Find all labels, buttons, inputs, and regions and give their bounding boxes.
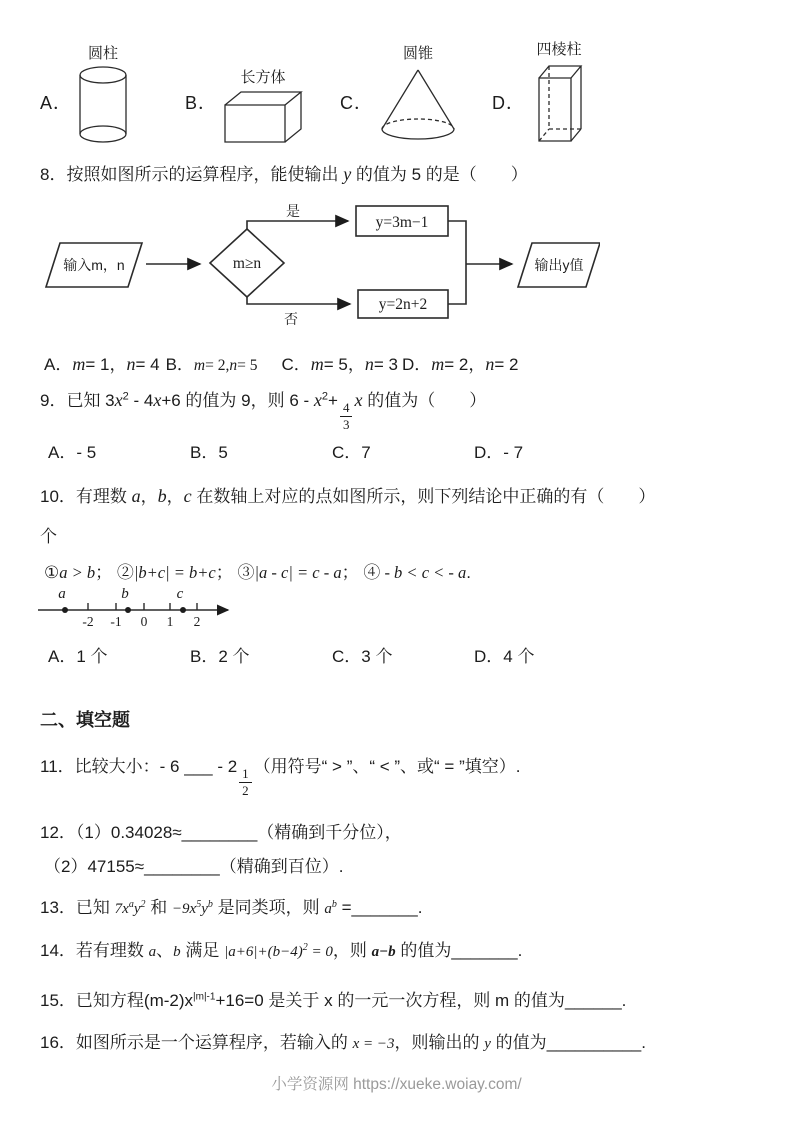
var-a: a <box>148 944 157 960</box>
q10-text: ， <box>166 487 184 506</box>
q12-text: （2）47155≈ <box>44 857 145 876</box>
q7-option-cuboid <box>185 66 304 145</box>
q12-text: （精确到千分位）， <box>257 823 402 842</box>
shape-figure <box>530 38 588 145</box>
q8-text: 的值为 5 的是（ ） <box>351 165 528 184</box>
cylinder-icon <box>77 65 129 145</box>
monomial-2: $-9x^5y^b$ <box>171 899 213 917</box>
q11-text: - 2 <box>212 757 238 776</box>
q8-stem <box>40 160 528 185</box>
period: . <box>621 991 627 1010</box>
input-value: x = −3 <box>352 1036 395 1052</box>
var-x: x <box>153 390 162 410</box>
yes-formula-label: y=3m−1 <box>375 214 429 231</box>
claim-1: a > b <box>59 563 96 582</box>
claim-number: ④ <box>363 563 381 582</box>
q7-option-cone <box>340 42 458 145</box>
q13-text: 13．已知 <box>40 898 115 917</box>
point-c-label: c <box>176 586 184 602</box>
shape-caption: 圆锥 <box>403 45 434 62</box>
q13-text: 是同类项，则 <box>212 898 325 917</box>
q10-stem <box>40 482 655 507</box>
q12-text: 12．（1）0.34028≈ <box>40 823 182 842</box>
point-b-dot <box>125 607 131 613</box>
answer-blank: ___ <box>184 757 213 776</box>
point-a-label: a <box>58 586 66 602</box>
q7-options-row <box>40 40 755 145</box>
prism-icon <box>530 61 588 145</box>
var-x: x <box>354 390 363 410</box>
option-a: A．- 5 <box>48 443 97 462</box>
option-c: C．m= 5，n= 3 <box>281 354 398 374</box>
var-y: y <box>484 1036 491 1052</box>
q11-text: 11．比较大小：- 6 <box>40 757 185 776</box>
q16-text: 的值为 <box>490 1033 547 1052</box>
q13-text: 和 <box>145 898 172 917</box>
cone-icon <box>378 65 458 145</box>
shape-figure <box>77 42 129 145</box>
point-c-dot <box>180 607 186 613</box>
option-c: C．7 <box>332 443 371 462</box>
period: . <box>517 941 523 960</box>
answer-blank: ______ <box>564 991 622 1010</box>
q12-text: （精确到百位）. <box>219 857 344 876</box>
section-title: 二、填空题 <box>40 710 130 730</box>
var-c: c <box>183 486 192 506</box>
q9-text: 9．已知 3 <box>40 391 115 410</box>
option-a: A．1 个 <box>48 647 108 666</box>
var-x: x <box>313 390 322 410</box>
q9-options <box>48 438 616 463</box>
equation: $|a+6|+(b-4)^2 = 0$ <box>224 942 333 960</box>
cuboid-icon <box>222 89 304 145</box>
site-footer: 小学资源网 https://xueke.woiay.com/ <box>271 1076 522 1093</box>
expr-a-minus-b: a−b <box>371 944 396 960</box>
q8-text: 8．按照如图所示的运算程序，能使输出 <box>40 165 344 184</box>
tick-label: 1 <box>166 614 174 629</box>
claim-3: |a - c| = c - a <box>254 563 342 582</box>
var-b: b <box>157 486 167 506</box>
answer-blank: _______ <box>451 941 518 960</box>
answer-blank: _______ <box>351 898 418 917</box>
q11-text: （用符号“ > ”、“ < ”、或“ = ”填空）. <box>253 757 521 776</box>
shape-figure <box>222 66 304 145</box>
exponent: 2 <box>321 390 329 403</box>
q14-text: 14．若有理数 <box>40 941 149 960</box>
q13-text: = <box>336 898 352 917</box>
q15-text: 15．已知方程(m-2)x <box>40 991 194 1010</box>
q9-text: 的值为（ ） <box>362 391 487 410</box>
yes-label: 是 <box>286 203 300 219</box>
q10-options <box>48 642 616 667</box>
q13-stem <box>40 893 422 918</box>
shape-caption: 四棱柱 <box>536 41 582 58</box>
q7-option-prism <box>492 38 588 145</box>
q10-text: 个 <box>40 527 57 546</box>
tick-label: -1 <box>110 614 122 629</box>
q9-text: +6 的值为 9，则 6 - <box>161 391 314 410</box>
q11-stem <box>40 752 520 797</box>
option-b: B．2 个 <box>190 647 250 666</box>
q14-text: 满足 <box>180 941 225 960</box>
q14-text: 、 <box>156 941 174 960</box>
separator: ； <box>341 563 364 582</box>
option-label: A． <box>40 93 73 113</box>
shape-figure <box>378 42 458 145</box>
q14-text: 的值为 <box>395 941 452 960</box>
q10-text: ， <box>140 487 158 506</box>
q16-text: 16．如图所示是一个运算程序，若输入的 <box>40 1033 353 1052</box>
q8-flowchart <box>40 203 600 335</box>
option-c: C．3 个 <box>332 647 393 666</box>
option-a: A．m= 1，n= 4 <box>44 354 160 374</box>
var-y: y <box>343 164 352 184</box>
q16-text: ，则输出的 <box>394 1033 485 1052</box>
option-label: C． <box>340 93 374 113</box>
claim-number: ① <box>44 563 60 582</box>
shape-caption: 圆柱 <box>88 45 119 62</box>
q9-stem <box>40 386 486 431</box>
point-b-label: b <box>121 586 129 602</box>
flowchart-output-label: 输出y值 <box>534 257 584 273</box>
no-label: 否 <box>284 311 298 327</box>
answer-blank: ________ <box>181 823 258 842</box>
separator: ； <box>95 563 117 582</box>
q16-stem <box>40 1028 646 1053</box>
q7-option-cylinder <box>40 42 129 145</box>
monomial-1: $7x^ay^2$ <box>114 899 146 917</box>
option-label: D． <box>492 93 526 113</box>
flowchart-condition-label: m≥n <box>232 255 262 272</box>
q15-text: +16=0 是关于 x 的一元一次方程，则 m 的值为 <box>215 991 565 1010</box>
shape-caption: 长方体 <box>240 69 286 86</box>
q10-text: 在数轴上对应的点如图所示，则下列结论中正确的有（ ） <box>191 487 656 506</box>
claim-number: ② <box>116 563 134 582</box>
no-formula-label: y=2n+2 <box>378 296 428 313</box>
claim-number: ③ <box>237 563 255 582</box>
var-a: a <box>131 486 141 506</box>
q10-text: 10．有理数 <box>40 487 132 506</box>
separator: ； <box>215 563 238 582</box>
tick-label: -2 <box>82 614 94 629</box>
option-d: D．m= 2，n= 2 <box>401 354 519 374</box>
tick-label: 0 <box>140 614 148 629</box>
period: . <box>641 1033 646 1052</box>
fraction: $\frac{4}{3}$ <box>340 401 353 431</box>
power-expr: $a^b$ <box>324 899 337 917</box>
no-branch-wire <box>247 297 350 304</box>
q15-stem <box>40 986 626 1011</box>
claim-4: - b < c < - a <box>380 563 467 582</box>
q10-stem-cont <box>40 522 57 547</box>
period: . <box>466 563 472 582</box>
tick-label: 2 <box>193 614 201 629</box>
q14-stem <box>40 936 522 961</box>
exponent: |m|-1 <box>193 991 216 1003</box>
q10-number-line <box>34 586 246 634</box>
answer-blank: ________ <box>144 857 220 876</box>
option-b: B．5 <box>190 443 228 462</box>
exponent: 2 <box>122 390 129 403</box>
fraction: $\frac{1}{2}$ <box>239 767 252 797</box>
option-d: D．- 7 <box>474 443 524 462</box>
point-a-dot <box>62 607 68 613</box>
merge-wire <box>448 221 466 304</box>
flowchart-input-label: 输入m，n <box>63 257 125 273</box>
yes-branch-wire <box>247 221 348 229</box>
option-d: D．4 个 <box>474 647 535 666</box>
var-b: b <box>173 944 181 960</box>
q14-text: ，则 <box>332 941 372 960</box>
period: . <box>417 898 423 917</box>
q12-line2 <box>44 852 343 877</box>
q9-text: - 4 <box>128 391 154 410</box>
var-x: x <box>114 390 123 410</box>
q9-text: + <box>328 391 338 410</box>
claim-2: |b+c| = b+c <box>133 563 216 582</box>
q8-options <box>44 350 518 375</box>
option-b: B．m= 2,n= 5 <box>165 355 258 374</box>
q12-line1 <box>40 818 402 843</box>
answer-blank: __________ <box>546 1033 642 1052</box>
option-label: B． <box>185 93 218 113</box>
q10-claims <box>44 558 471 583</box>
